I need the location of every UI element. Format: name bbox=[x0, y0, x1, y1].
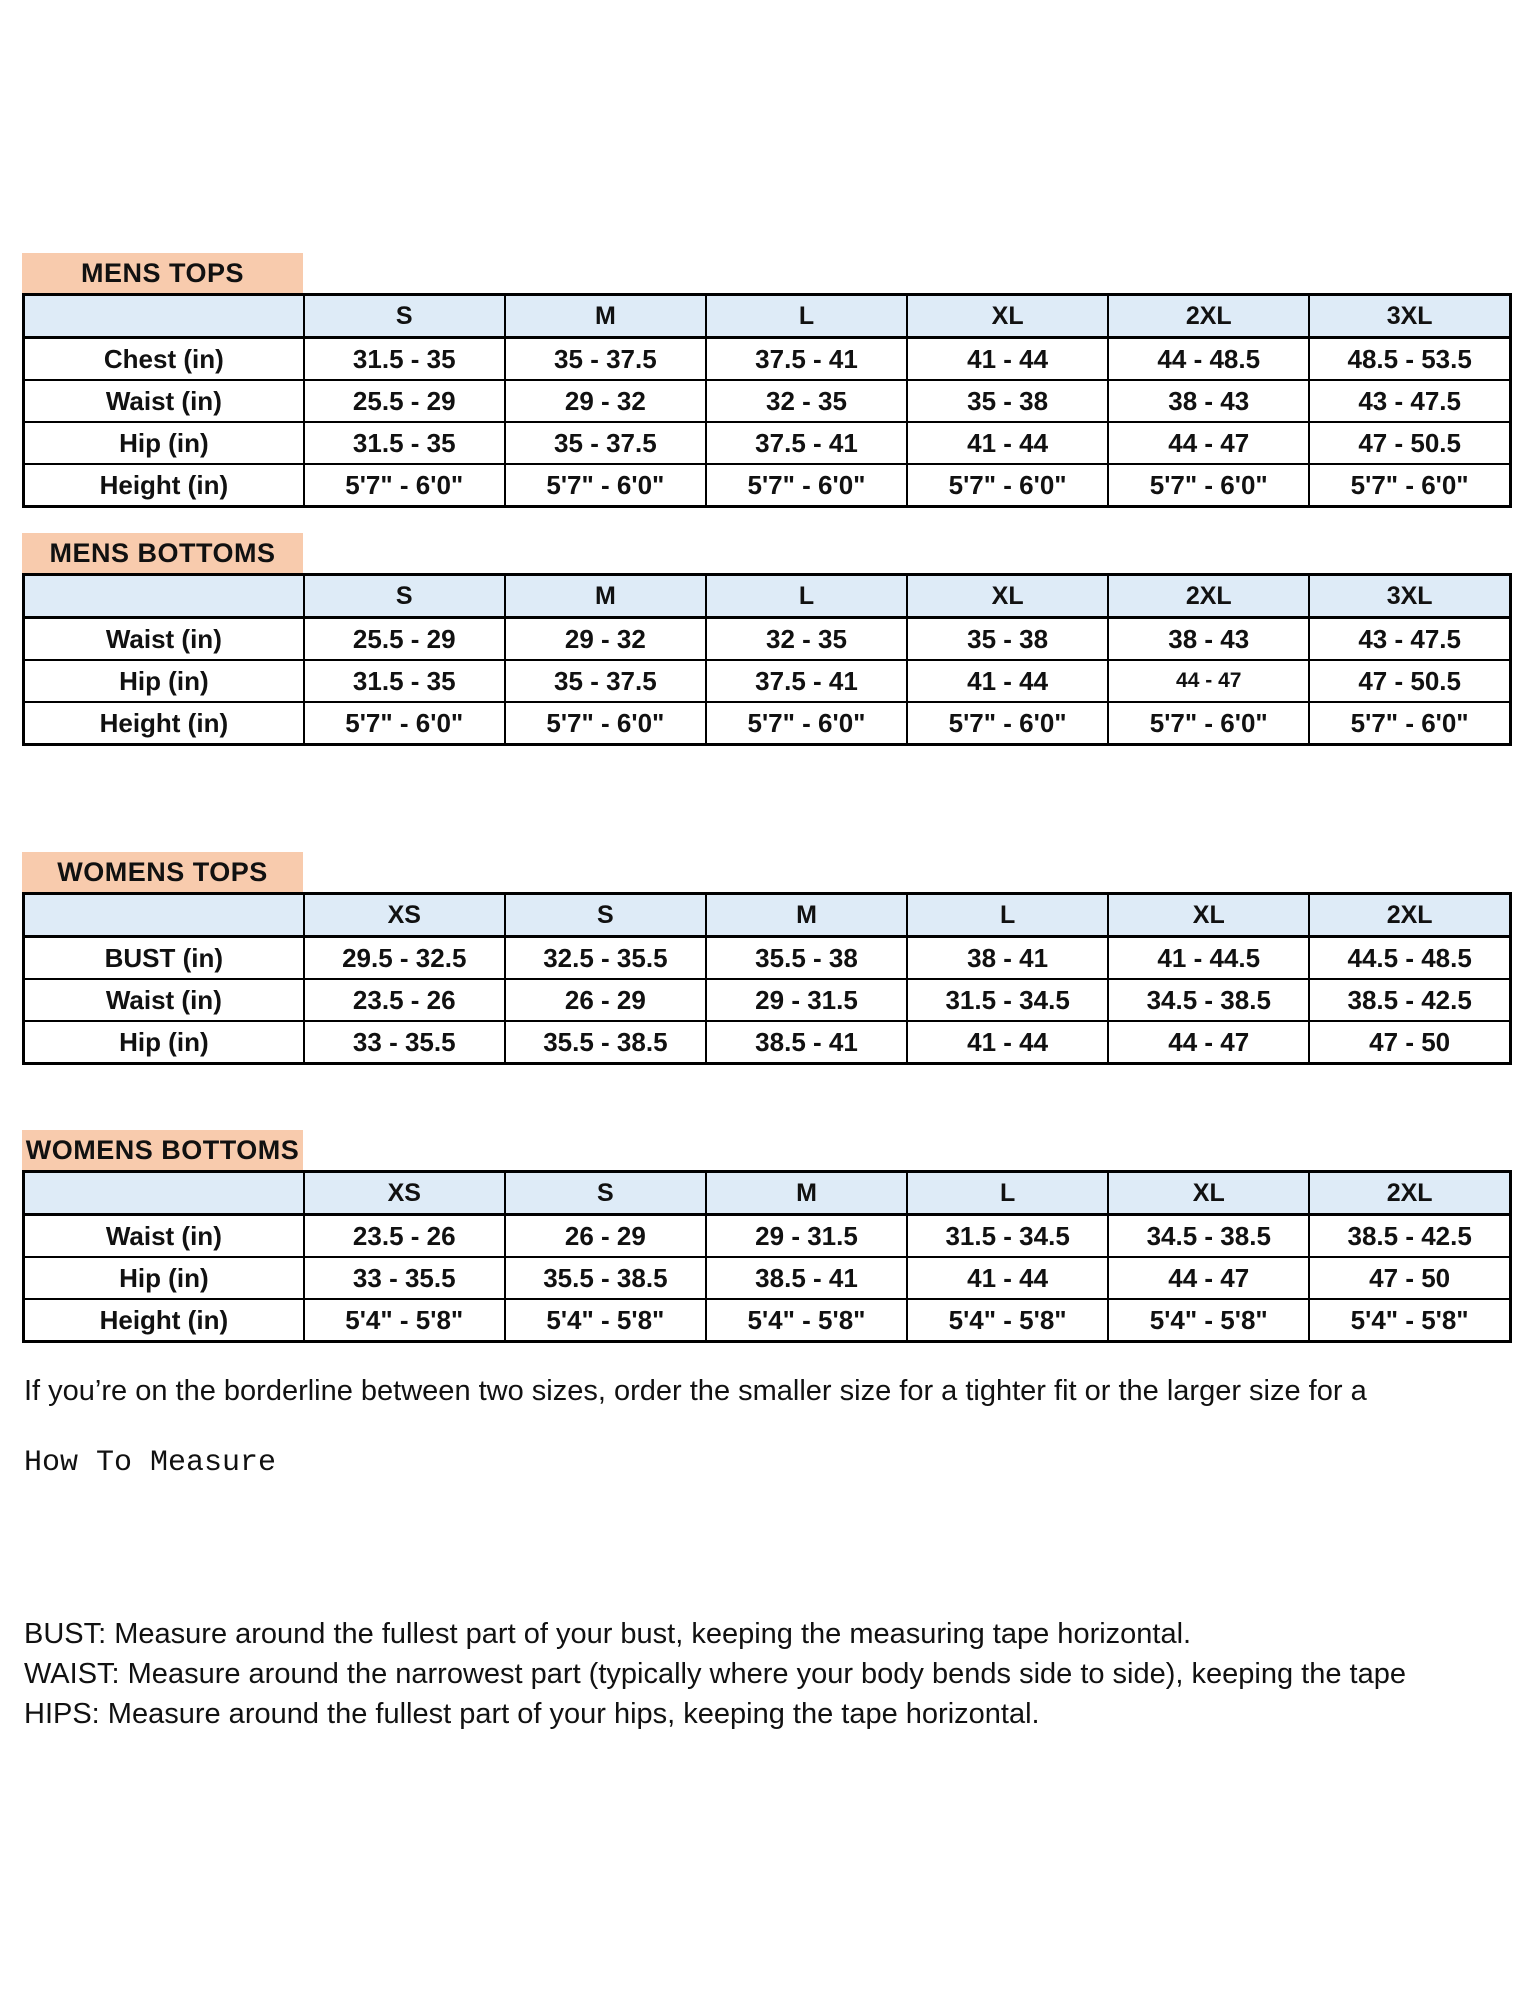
size-value-cell: 35 - 37.5 bbox=[505, 338, 706, 381]
size-column-header: 3XL bbox=[1309, 295, 1510, 338]
header-corner-cell bbox=[24, 295, 304, 338]
size-value-cell: 5'7" - 6'0" bbox=[1309, 464, 1510, 507]
measurement-row-label: Hip (in) bbox=[24, 660, 304, 702]
measurement-row-label: Waist (in) bbox=[24, 979, 304, 1021]
size-value-cell: 31.5 - 35 bbox=[304, 660, 505, 702]
size-column-header: XL bbox=[1108, 894, 1309, 937]
measurement-row-label: Height (in) bbox=[24, 464, 304, 507]
size-value-cell: 38 - 43 bbox=[1108, 618, 1309, 661]
size-value-cell: 5'7" - 6'0" bbox=[1108, 464, 1309, 507]
size-value-cell: 41 - 44 bbox=[907, 1021, 1108, 1064]
mens-tops-table bbox=[22, 293, 1512, 508]
size-value-cell: 35 - 38 bbox=[907, 618, 1108, 661]
size-value-cell: 37.5 - 41 bbox=[706, 338, 907, 381]
measurement-row-label: Hip (in) bbox=[24, 422, 304, 464]
size-value-cell: 5'4" - 5'8" bbox=[1108, 1299, 1309, 1342]
size-column-header: 2XL bbox=[1309, 1172, 1510, 1215]
size-value-cell: 35 - 37.5 bbox=[505, 660, 706, 702]
size-value-cell: 25.5 - 29 bbox=[304, 380, 505, 422]
size-value-cell: 5'7" - 6'0" bbox=[1108, 702, 1309, 745]
size-value-cell: 5'7" - 6'0" bbox=[706, 464, 907, 507]
size-value-cell: 5'7" - 6'0" bbox=[706, 702, 907, 745]
size-value-cell: 5'4" - 5'8" bbox=[907, 1299, 1108, 1342]
size-value-cell: 41 - 44 bbox=[907, 1257, 1108, 1299]
mens-bottoms-section bbox=[22, 533, 1512, 746]
size-value-cell: 29.5 - 32.5 bbox=[304, 937, 505, 980]
header-corner-cell bbox=[24, 1172, 304, 1215]
size-value-cell: 38 - 41 bbox=[907, 937, 1108, 980]
size-column-header: XS bbox=[304, 894, 505, 937]
size-value-cell: 32 - 35 bbox=[706, 380, 907, 422]
size-value-cell: 32.5 - 35.5 bbox=[505, 937, 706, 980]
size-value-cell: 5'7" - 6'0" bbox=[304, 464, 505, 507]
size-value-cell: 44 - 47 bbox=[1108, 422, 1309, 464]
fit-note-text: If you’re on the borderline between two sizes, order the smaller size for a tighter fit or the larger size for a bbox=[24, 1375, 1367, 1407]
size-value-cell: 5'4" - 5'8" bbox=[505, 1299, 706, 1342]
size-column-header: M bbox=[505, 575, 706, 618]
measurement-row-label: Height (in) bbox=[24, 1299, 304, 1342]
size-value-cell: 43 - 47.5 bbox=[1309, 380, 1510, 422]
size-value-cell: 31.5 - 35 bbox=[304, 422, 505, 464]
size-value-cell: 29 - 31.5 bbox=[706, 979, 907, 1021]
size-value-cell: 47 - 50 bbox=[1309, 1021, 1510, 1064]
size-value-cell: 38.5 - 42.5 bbox=[1309, 979, 1510, 1021]
measurement-row-label: Hip (in) bbox=[24, 1021, 304, 1064]
measurement-row-label: Height (in) bbox=[24, 702, 304, 745]
size-value-cell: 26 - 29 bbox=[505, 979, 706, 1021]
size-column-header: S bbox=[505, 894, 706, 937]
size-value-cell: 29 - 32 bbox=[505, 380, 706, 422]
size-value-cell: 38.5 - 41 bbox=[706, 1021, 907, 1064]
how-to-measure-heading: How To Measure bbox=[24, 1446, 277, 1480]
size-value-cell: 44 - 48.5 bbox=[1108, 338, 1309, 381]
size-value-cell: 47 - 50 bbox=[1309, 1257, 1510, 1299]
womens-bottoms-section bbox=[22, 1130, 1512, 1343]
mens-tops-title: MENS TOPS bbox=[22, 253, 303, 293]
size-value-cell: 44 - 47 bbox=[1108, 1021, 1309, 1064]
size-value-cell: 44.5 - 48.5 bbox=[1309, 937, 1510, 980]
size-column-header: XL bbox=[907, 295, 1108, 338]
size-column-header: L bbox=[706, 295, 907, 338]
size-value-cell: 37.5 - 41 bbox=[706, 660, 907, 702]
size-value-cell: 35.5 - 38.5 bbox=[505, 1257, 706, 1299]
womens-tops-table bbox=[22, 892, 1512, 1065]
size-column-header: M bbox=[505, 295, 706, 338]
size-value-cell: 35.5 - 38 bbox=[706, 937, 907, 980]
size-value-cell: 38.5 - 42.5 bbox=[1309, 1215, 1510, 1258]
size-value-cell: 23.5 - 26 bbox=[304, 979, 505, 1021]
womens-bottoms-table bbox=[22, 1170, 1512, 1343]
size-value-cell: 43 - 47.5 bbox=[1309, 618, 1510, 661]
size-value-cell: 5'7" - 6'0" bbox=[505, 702, 706, 745]
size-column-header: M bbox=[706, 1172, 907, 1215]
womens-tops-section bbox=[22, 852, 1512, 1065]
size-value-cell: 47 - 50.5 bbox=[1309, 660, 1510, 702]
mens-tops-section bbox=[22, 253, 1512, 508]
size-value-cell: 41 - 44 bbox=[907, 660, 1108, 702]
size-value-cell: 29 - 31.5 bbox=[706, 1215, 907, 1258]
bust-instruction-line: BUST: Measure around the fullest part of your bust, keeping the measuring tape horizontal. bbox=[24, 1618, 1192, 1650]
mens-bottoms-table bbox=[22, 573, 1512, 746]
size-value-cell: 44 - 47 bbox=[1108, 660, 1309, 702]
size-value-cell: 5'7" - 6'0" bbox=[505, 464, 706, 507]
size-column-header: S bbox=[304, 295, 505, 338]
womens-bottoms-title: WOMENS BOTTOMS bbox=[22, 1130, 303, 1170]
size-value-cell: 5'4" - 5'8" bbox=[1309, 1299, 1510, 1342]
measurement-row-label: Hip (in) bbox=[24, 1257, 304, 1299]
size-column-header: 3XL bbox=[1309, 575, 1510, 618]
measurement-row-label: Waist (in) bbox=[24, 1215, 304, 1258]
size-value-cell: 35.5 - 38.5 bbox=[505, 1021, 706, 1064]
size-column-header: S bbox=[505, 1172, 706, 1215]
size-value-cell: 5'7" - 6'0" bbox=[907, 464, 1108, 507]
size-value-cell: 48.5 - 53.5 bbox=[1309, 338, 1510, 381]
size-value-cell: 44 - 47 bbox=[1108, 1257, 1309, 1299]
size-column-header: L bbox=[706, 575, 907, 618]
size-value-cell: 25.5 - 29 bbox=[304, 618, 505, 661]
size-value-cell: 23.5 - 26 bbox=[304, 1215, 505, 1258]
size-value-cell: 35 - 38 bbox=[907, 380, 1108, 422]
size-value-cell: 5'7" - 6'0" bbox=[907, 702, 1108, 745]
size-value-cell: 37.5 - 41 bbox=[706, 422, 907, 464]
size-value-cell: 29 - 32 bbox=[505, 618, 706, 661]
size-value-cell: 38 - 43 bbox=[1108, 380, 1309, 422]
size-column-header: XL bbox=[1108, 1172, 1309, 1215]
size-column-header: L bbox=[907, 894, 1108, 937]
size-value-cell: 5'7" - 6'0" bbox=[304, 702, 505, 745]
mens-bottoms-title: MENS BOTTOMS bbox=[22, 533, 303, 573]
size-value-cell: 5'4" - 5'8" bbox=[706, 1299, 907, 1342]
measurement-row-label: BUST (in) bbox=[24, 937, 304, 980]
header-corner-cell bbox=[24, 894, 304, 937]
size-value-cell: 41 - 44.5 bbox=[1108, 937, 1309, 980]
size-column-header: L bbox=[907, 1172, 1108, 1215]
size-value-cell: 34.5 - 38.5 bbox=[1108, 979, 1309, 1021]
size-value-cell: 31.5 - 34.5 bbox=[907, 979, 1108, 1021]
size-column-header: 2XL bbox=[1108, 295, 1309, 338]
size-column-header: XL bbox=[907, 575, 1108, 618]
size-value-cell: 35 - 37.5 bbox=[505, 422, 706, 464]
measurement-row-label: Waist (in) bbox=[24, 618, 304, 661]
size-value-cell: 41 - 44 bbox=[907, 338, 1108, 381]
hips-instruction-line: HIPS: Measure around the fullest part of your hips, keeping the tape horizontal. bbox=[24, 1698, 1040, 1730]
size-value-cell: 26 - 29 bbox=[505, 1215, 706, 1258]
size-value-cell: 31.5 - 34.5 bbox=[907, 1215, 1108, 1258]
measure-instructions bbox=[24, 1614, 1406, 1734]
measurement-row-label: Chest (in) bbox=[24, 338, 304, 381]
size-value-cell: 31.5 - 35 bbox=[304, 338, 505, 381]
size-column-header: 2XL bbox=[1108, 575, 1309, 618]
size-value-cell: 33 - 35.5 bbox=[304, 1021, 505, 1064]
size-column-header: M bbox=[706, 894, 907, 937]
size-value-cell: 47 - 50.5 bbox=[1309, 422, 1510, 464]
size-value-cell: 34.5 - 38.5 bbox=[1108, 1215, 1309, 1258]
size-value-cell: 41 - 44 bbox=[907, 422, 1108, 464]
waist-instruction-line: WAIST: Measure around the narrowest part (typically where your body bends side to side), keeping the tape bbox=[24, 1658, 1406, 1690]
header-corner-cell bbox=[24, 575, 304, 618]
size-column-header: 2XL bbox=[1309, 894, 1510, 937]
womens-tops-title: WOMENS TOPS bbox=[22, 852, 303, 892]
size-column-header: XS bbox=[304, 1172, 505, 1215]
size-column-header: S bbox=[304, 575, 505, 618]
size-value-cell: 5'7" - 6'0" bbox=[1309, 702, 1510, 745]
measurement-row-label: Waist (in) bbox=[24, 380, 304, 422]
size-value-cell: 33 - 35.5 bbox=[304, 1257, 505, 1299]
size-value-cell: 32 - 35 bbox=[706, 618, 907, 661]
size-value-cell: 38.5 - 41 bbox=[706, 1257, 907, 1299]
size-value-cell: 5'4" - 5'8" bbox=[304, 1299, 505, 1342]
